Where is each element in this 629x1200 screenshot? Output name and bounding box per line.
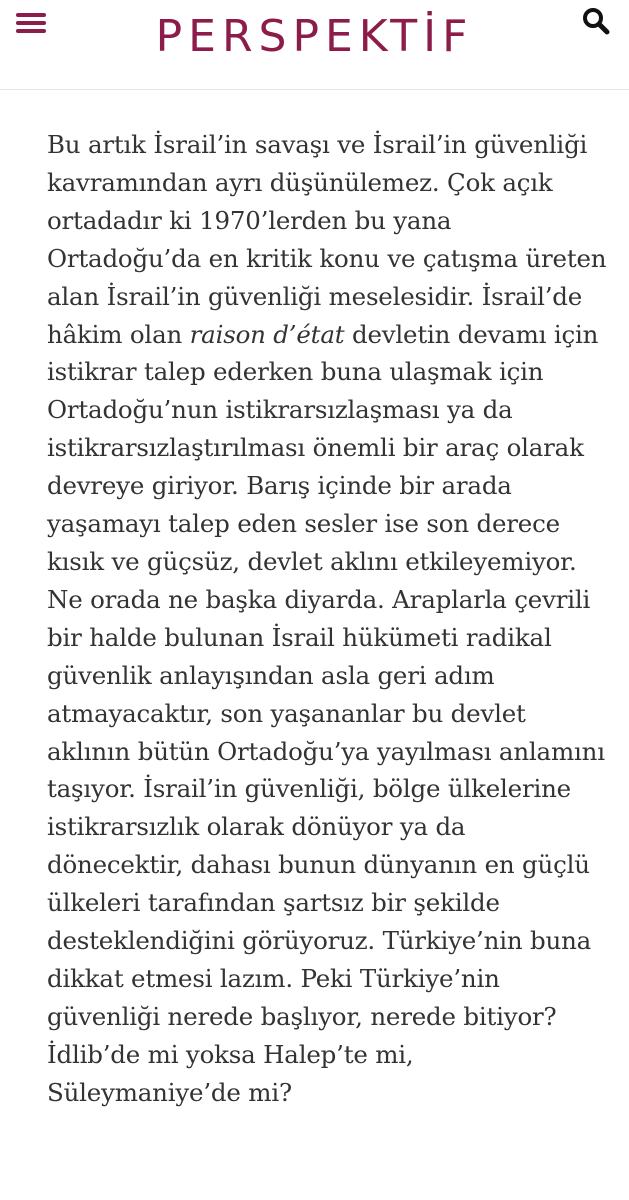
site-logo[interactable]: PERSPEKTİF xyxy=(155,11,474,62)
site-header xyxy=(0,0,629,90)
article-text-start: Bu artık İsrail’in savaşı ve İsrail’in güvenliği kavramından ayrı düşünülemez. Çok açık ortadadır ki 1970’lerden bu yana Ortadoğu’da en kritik konu ve çatışma üreten alan İsrail’in güvenliği meselesidir. İsrail’de hâkim olan xyxy=(47,130,607,349)
article-text-end: devletin devamı için istikrar talep ederken buna ulaşmak için Ortadoğu’nun istikrarsızlaşması ya da istikrarsızlaştırılması önemli bir araç olarak devreye giriyor. Barış içinde bir arada yaşamayı talep eden sesler ise son derece kısık ve güçsüz, devlet aklını etkileyemiyor. Ne orada ne başka diyarda. Araplarla çevrili bir halde bulunan İsrail hükümeti radikal güvenlik anlayışından asla geri adım atmayacaktır, son yaşananlar bu devlet aklının bütün Ortadoğu’ya yayılması anlamını taşıyor. İsrail’in güvenliği, bölge ülkelerine istikrarsızlık olarak dönüyor ya da dönecektir, dahası bunun dünyanın en güçlü ülkeleri tarafından şartsız bir şekilde desteklendiğini görüyoruz. Türkiye’nin buna dikkat etmesi lazım. Peki Türkiye’nin güvenliği nerede başlıyor, nerede bitiyor? İdlib’de mi yoksa Halep’te mi, Süleymaniye’de mi? xyxy=(47,319,605,1107)
italic-phrase: raison d’état xyxy=(189,319,345,349)
search-icon[interactable] xyxy=(581,6,611,36)
search-icon-svg xyxy=(581,6,611,36)
article-paragraph xyxy=(47,126,607,1112)
